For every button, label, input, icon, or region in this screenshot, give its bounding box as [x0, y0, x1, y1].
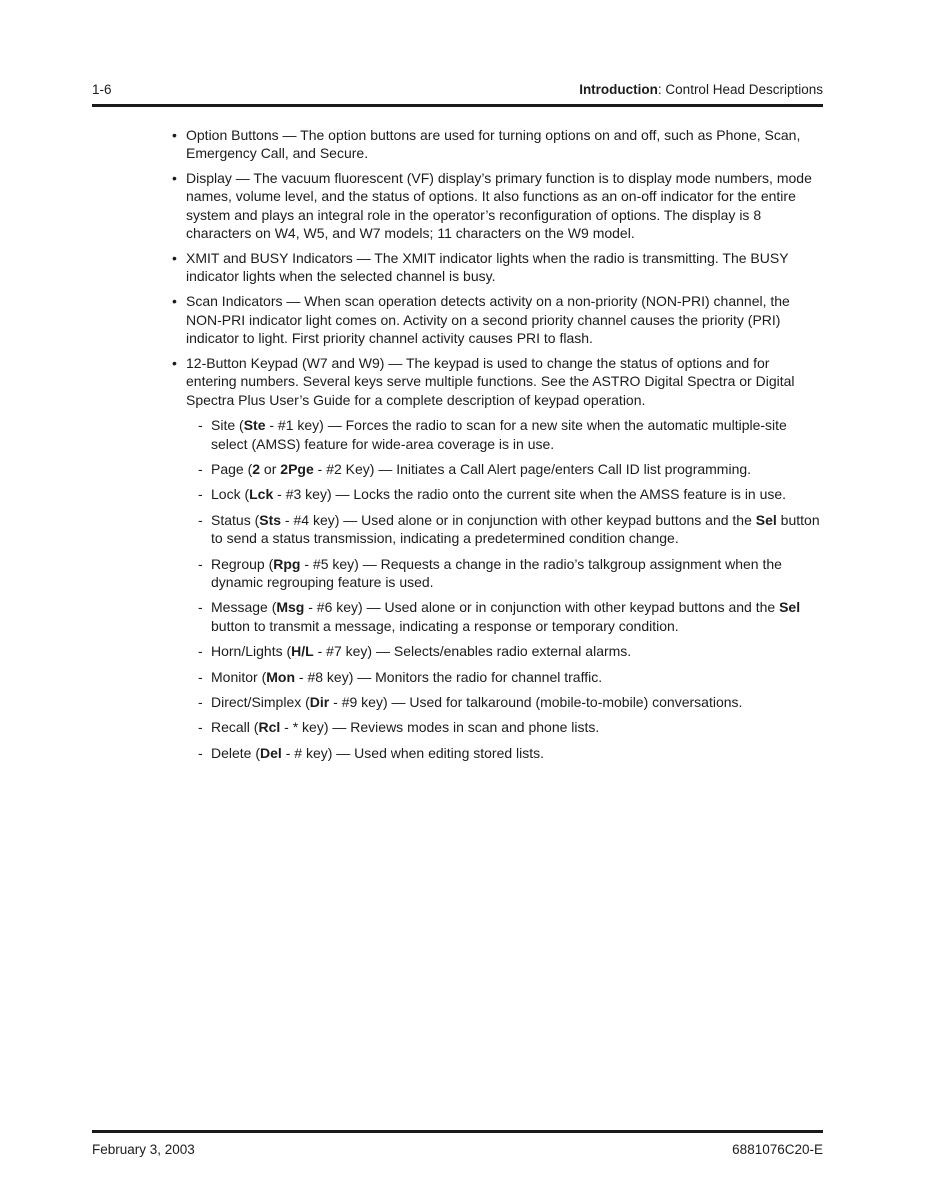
- sub-item: [198, 718, 823, 736]
- text-segment: - #9 key) — Used for talkaround (mobile-to-mobile) conversations.: [329, 694, 743, 711]
- header-title: [579, 81, 823, 98]
- page-footer: [92, 1141, 823, 1158]
- key-abbreviation: 2Pge: [280, 461, 314, 477]
- text-segment: button to transmit a message, indicating a response or temporary condition.: [211, 617, 679, 634]
- sub-list: [198, 416, 823, 762]
- dash-marker: -: [198, 668, 203, 685]
- dash-marker: -: [198, 643, 203, 660]
- text-segment: or: [260, 461, 281, 477]
- dash-marker: -: [198, 417, 203, 434]
- sub-item: [198, 511, 823, 548]
- bullet-marker: •: [172, 354, 177, 371]
- bullet-marker: •: [172, 249, 177, 266]
- item-text: [211, 694, 742, 710]
- bullet-item: [172, 354, 823, 409]
- text-segment: Site (: [211, 417, 244, 434]
- dash-marker: -: [198, 694, 203, 711]
- dash-marker: -: [198, 511, 203, 528]
- sub-item: [198, 460, 823, 478]
- dash-marker: -: [198, 555, 203, 572]
- text-segment: Scan Indicators — When scan operation detects activity on a non-priority (NON-PRI) channel, the NON-PRI indicator light comes on. Activity on a second priority channel causes the priority (PRI) indicator to light. First priority channel activity causes PRI to flash.: [186, 293, 790, 347]
- sub-item: [198, 744, 823, 762]
- dash-marker: -: [198, 461, 203, 477]
- text-segment: Page (: [211, 461, 253, 477]
- text-segment: Display — The vacuum fluorescent (VF) display’s primary function is to display mode numbers, mode names, volume level, and the status of options. It also functions as an on-off indicator for the entire system and plays an integral role in the operator’s reconfiguration of options. The display is 8 characters on W4, W5, and W7 models; 11 characters on the W9 model.: [186, 169, 812, 242]
- item-text: [211, 417, 787, 451]
- text-segment: Status (: [211, 511, 260, 528]
- bullet-marker: •: [172, 126, 177, 143]
- page-number: 1-6: [92, 82, 112, 97]
- item-text: [211, 556, 782, 590]
- dash-marker: -: [198, 744, 203, 761]
- key-abbreviation: H/L: [291, 643, 314, 660]
- sub-item: [198, 598, 823, 635]
- item-text: [186, 170, 812, 241]
- item-text: [211, 599, 800, 633]
- sub-item: [198, 485, 823, 503]
- text-segment: Monitor (: [211, 668, 267, 685]
- footer-date: February 3, 2003: [92, 1142, 195, 1157]
- item-text: [211, 643, 631, 659]
- key-abbreviation: Sel: [779, 599, 801, 616]
- text-segment: - #4 key) — Used alone or in conjunction with other keypad buttons and the: [281, 511, 756, 528]
- page-header: [92, 81, 823, 98]
- text-segment: - #8 key) — Monitors the radio for channel traffic.: [295, 668, 603, 685]
- item-text: [211, 461, 751, 477]
- text-segment: - #1 key) — Forces the radio to scan for a new site when the automatic multiple-site select (AMSS) feature for wide-area coverage is in use.: [211, 417, 787, 452]
- key-abbreviation: Rpg: [273, 555, 301, 572]
- item-text: [186, 293, 790, 346]
- key-abbreviation: Del: [260, 744, 282, 761]
- text-segment: XMIT and BUSY Indicators — The XMIT indicator lights when the radio is transmitting. The BUSY indicator lights when the selected channel is busy.: [186, 249, 789, 285]
- bullet-list: [172, 119, 823, 762]
- key-abbreviation: Lck: [249, 486, 274, 503]
- key-abbreviation: Ste: [243, 417, 266, 434]
- item-text: [186, 250, 788, 284]
- text-segment: Option Buttons — The option buttons are used for turning options on and off, such as Phone, Scan, Emergency Call, and Secure.: [186, 126, 801, 161]
- text-segment: - # key) — Used when editing stored lists.: [281, 744, 545, 761]
- sub-item: [198, 555, 823, 592]
- dash-marker: -: [198, 486, 203, 503]
- dash-marker: -: [198, 719, 203, 736]
- text-segment: Horn/Lights (: [211, 643, 292, 660]
- key-abbreviation: Sts: [259, 511, 282, 528]
- key-abbreviation: 2: [252, 461, 261, 477]
- item-text: [211, 669, 602, 685]
- item-text: [186, 127, 800, 161]
- text-segment: 12-Button Keypad (W7 and W9) — The keypad is used to change the status of options and for entering numbers. Several keys serve multiple functions. See the ASTRO Digital Spectra or Digital Spectra Plus User’s Guide for a complete description of keypad operation.: [186, 354, 795, 408]
- text-segment: Recall (: [211, 719, 259, 736]
- text-segment: Lock (: [211, 486, 250, 503]
- sub-item: [198, 416, 823, 453]
- item-text: [211, 719, 599, 735]
- bullet-marker: •: [172, 169, 177, 186]
- footer-doc-number: 6881076C20-E: [732, 1142, 823, 1157]
- key-abbreviation: Msg: [276, 599, 305, 616]
- text-segment: button to send a status transmission, indicating a predetermined condition change.: [211, 511, 820, 547]
- bullet-item: [172, 249, 823, 286]
- header-rule: [92, 104, 823, 107]
- text-segment: - #3 key) — Locks the radio onto the current site when the AMSS feature is in use.: [273, 486, 787, 503]
- text-segment: Delete (: [211, 744, 261, 761]
- header-section-bold: Introduction: [579, 82, 658, 97]
- key-abbreviation: Rcl: [258, 719, 281, 736]
- text-segment: Message (: [211, 599, 277, 616]
- dash-marker: -: [198, 599, 203, 616]
- text-segment: - #7 key) — Selects/enables radio external alarms.: [313, 643, 632, 660]
- item-text: [211, 512, 820, 546]
- key-abbreviation: Mon: [266, 668, 295, 685]
- header-section-rest: : Control Head Descriptions: [657, 82, 823, 97]
- text-segment: - #2 Key) — Initiates a Call Alert page/enters Call ID list programming.: [313, 461, 752, 477]
- sub-item: [198, 668, 823, 686]
- text-segment: Regroup (: [211, 555, 274, 572]
- bullet-marker: •: [172, 293, 177, 310]
- text-segment: - #5 key) — Requests a change in the radio’s talkgroup assignment when the dynamic regrouping feature is used.: [211, 555, 782, 591]
- text-segment: - * key) — Reviews modes in scan and phone lists.: [280, 719, 600, 736]
- bullet-item: [172, 169, 823, 243]
- item-text: [186, 355, 795, 408]
- key-abbreviation: Sel: [755, 511, 777, 528]
- bullet-item: [172, 292, 823, 347]
- key-abbreviation: Dir: [309, 694, 330, 711]
- text-segment: Direct/Simplex (: [211, 694, 310, 711]
- item-text: [211, 745, 544, 761]
- text-segment: - #6 key) — Used alone or in conjunction with other keypad buttons and the: [304, 599, 780, 616]
- item-text: [211, 486, 786, 502]
- sub-item: [198, 693, 823, 711]
- sub-item: [198, 642, 823, 660]
- footer-rule: [92, 1130, 823, 1133]
- bullet-item: [172, 126, 823, 163]
